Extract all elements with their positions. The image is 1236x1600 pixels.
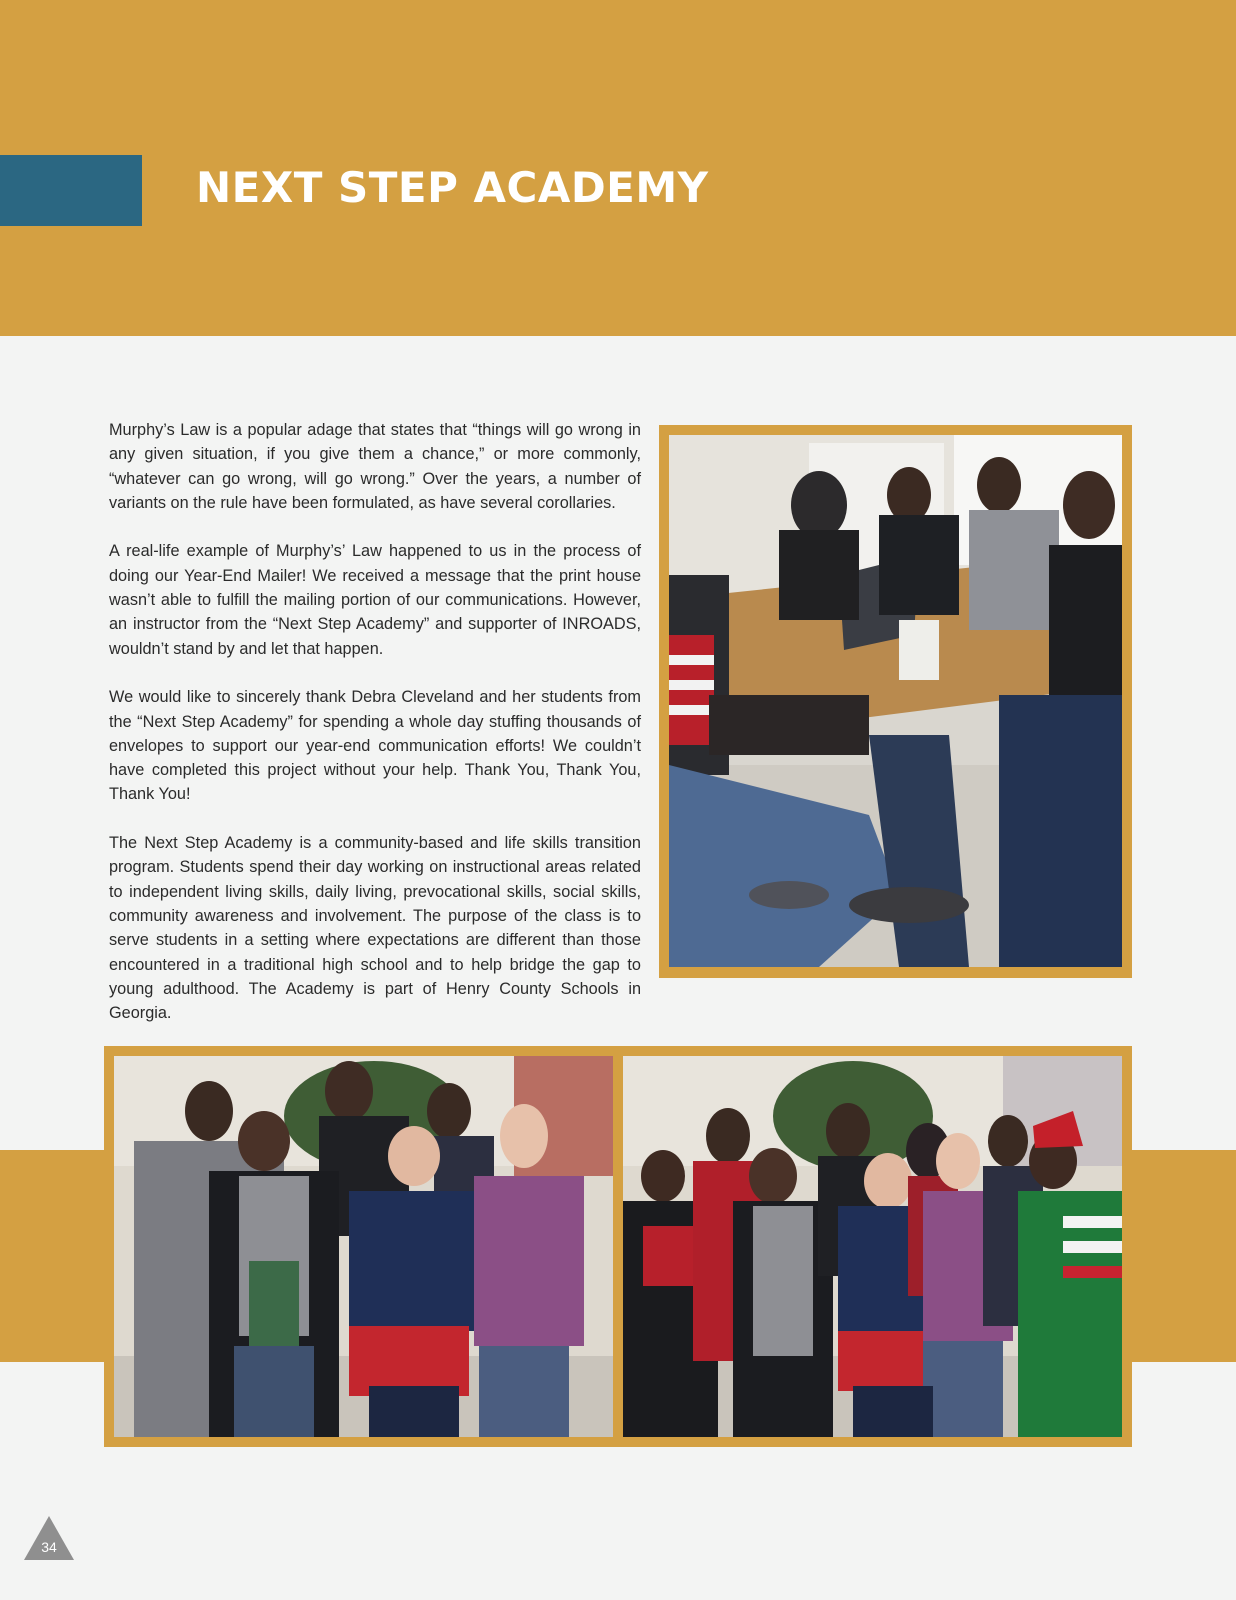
group-photos-frame xyxy=(104,1046,1132,1447)
article-paragraph: Murphy’s Law is a popular adage that states that “things will go wrong in any given situation, if you give them a chance,” or more commonly, “whatever can go wrong, will go wrong.” Over the years, a number of variants on the rule have been formulated, as have several corollaries. xyxy=(109,421,641,512)
article-paragraph: The Next Step Academy is a community-based and life skills transition program. Students spend their day working on instructional areas related to independent living skills, daily living, prevocational skills, social skills, community awareness and involvement. The purpose of the class is to serve students in a setting where expectations are different than those encountered in a traditional high school and to help bridge the gap to young adulthood. The Academy is part of Henry County Schools in Georgia. xyxy=(109,834,641,1023)
article-paragraph: A real-life example of Murphy’s’ Law happened to us in the process of doing our Year-End Mailer! We received a message that the print house wasn’t able to fulfill the mailing portion of our communications. However, an instructor from the “Next Step Academy” and supporter of INROADS, wouldn’t stand by and let that happen. xyxy=(109,542,641,658)
group-photo-left xyxy=(114,1056,613,1437)
header-accent-bar xyxy=(0,155,142,226)
page-number: 34 xyxy=(41,1539,57,1555)
page-title: NEXT STEP ACADEMY xyxy=(196,163,709,212)
classroom-photo xyxy=(669,435,1122,967)
article-paragraph: We would like to sincerely thank Debra Cleveland and her students from the “Next Step Academy” for spending a whole day stuffing thousands of envelopes to support our year-end communication efforts! We couldn’t have completed this project without your help. Thank You, Thank You, Thank You! xyxy=(109,688,641,804)
classroom-photo-frame xyxy=(659,425,1132,978)
article-body xyxy=(109,418,641,1050)
group-photo-right xyxy=(623,1056,1122,1437)
